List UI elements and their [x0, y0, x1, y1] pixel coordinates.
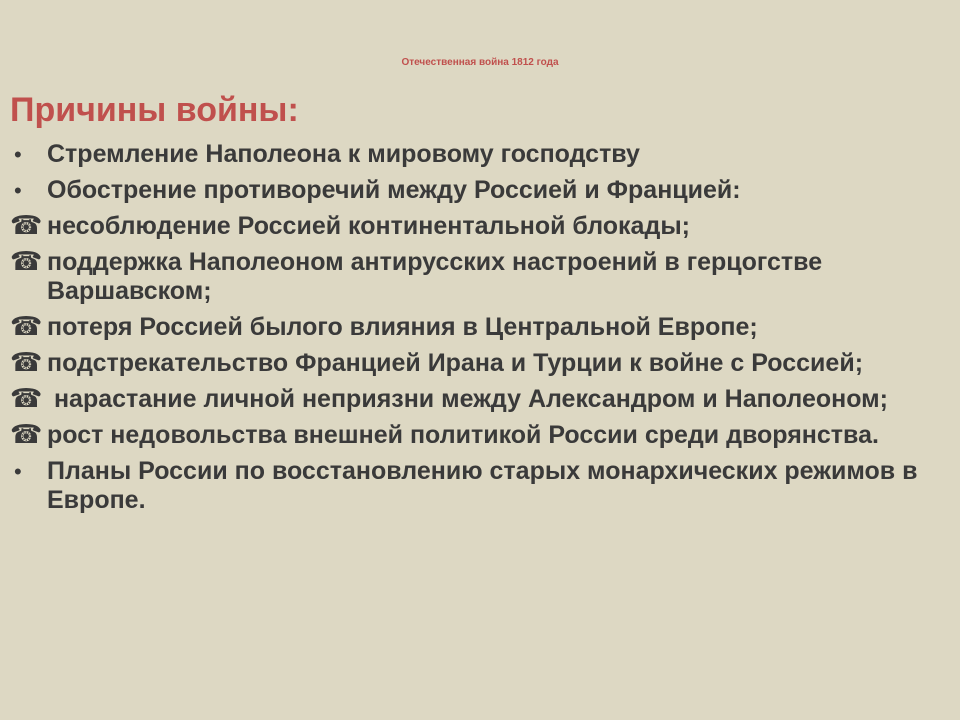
list-item-text: Обострение противоречий между Россией и Францией:: [47, 176, 741, 204]
section-heading: Причины войны:: [10, 91, 299, 129]
bullet-icon: •: [14, 459, 22, 484]
list-item: [10, 385, 940, 414]
telephone-icon: ☎: [10, 347, 43, 377]
telephone-icon: ☎: [10, 210, 43, 240]
list-item-text: нарастание личной неприязни между Александром и Наполеоном;: [47, 385, 888, 413]
telephone-icon: ☎: [10, 246, 43, 276]
telephone-icon: ☎: [10, 419, 43, 449]
slide-title: Отечественная война 1812 года: [401, 57, 559, 68]
list-item: [10, 457, 940, 515]
list-item: [10, 212, 940, 241]
list-item: [10, 313, 940, 342]
bullet-icon: •: [14, 142, 22, 167]
list-item: [10, 140, 940, 169]
list-item-text: несоблюдение Россией континентальной блокады;: [47, 212, 691, 240]
telephone-icon: ☎: [10, 311, 43, 341]
list-item: [10, 176, 940, 205]
list-item-text: потеря Россией былого влияния в Центральной Европе;: [47, 313, 758, 341]
list-item-text: поддержка Наполеоном антирусских настроений в герцогстве Варшавском;: [47, 248, 823, 305]
list-item: [10, 349, 940, 378]
telephone-icon: ☎: [10, 383, 43, 413]
reasons-list: [10, 140, 940, 522]
list-item-text: Планы России по восстановлению старых монархических режимов в Европе.: [47, 457, 918, 514]
list-item-text: подстрекательство Францией Ирана и Турции к войне с Россией;: [47, 349, 864, 377]
list-item-text: рост недовольства внешней политикой России среди дворянства.: [47, 421, 879, 449]
bullet-icon: •: [14, 178, 22, 203]
list-item: [10, 248, 940, 306]
list-item-text: Стремление Наполеона к мировому господству: [47, 140, 640, 168]
list-item: [10, 421, 940, 450]
